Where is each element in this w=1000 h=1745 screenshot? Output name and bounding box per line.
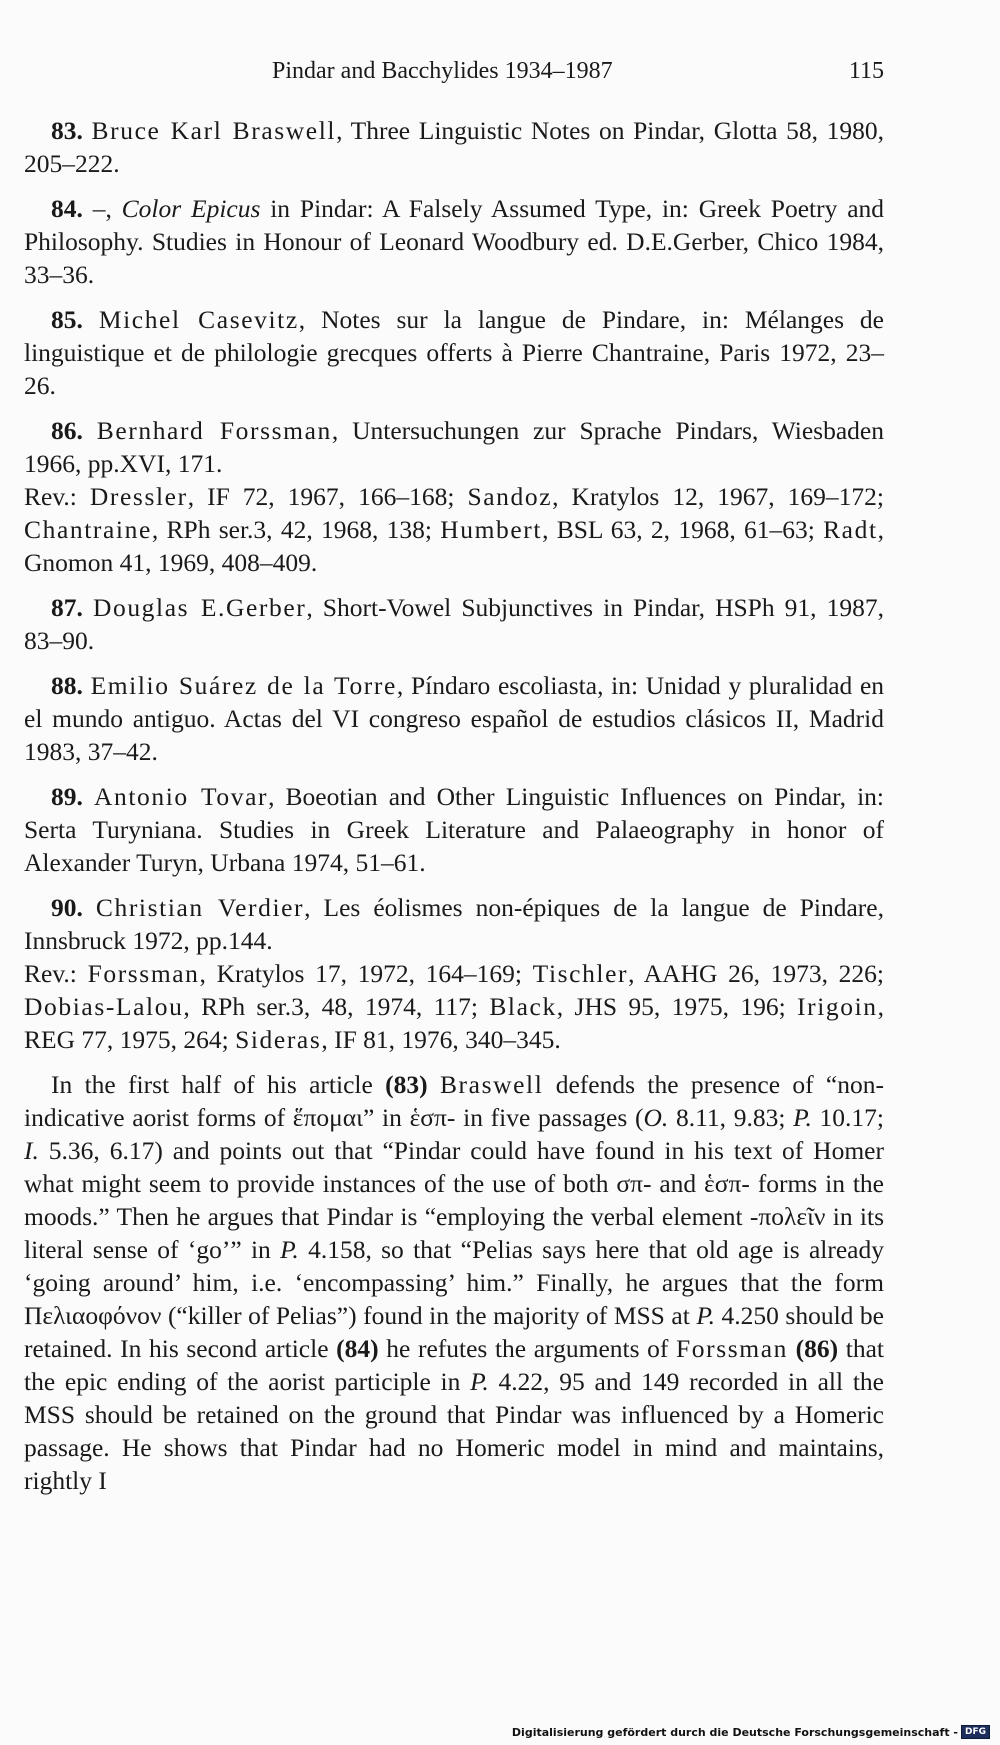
body-text: 8.11, 9.83; — [668, 1103, 794, 1132]
dfg-logo: DFG — [961, 1725, 990, 1739]
review-text: , Kratylos 12, 1967, 169–172; — [552, 482, 884, 511]
entry-italic-title: Color Epicus — [121, 194, 261, 223]
body-text: that the epic ending of the aorist participle in — [24, 1334, 884, 1396]
entry-number: 86. — [51, 416, 83, 445]
review-lead: Rev.: — [24, 959, 88, 988]
entry-author: Antonio Tovar — [93, 782, 269, 811]
italic-abbreviation: P. — [793, 1103, 812, 1132]
entry-author: Emilio Suárez de la Torre — [90, 671, 397, 700]
review-list-90 — [24, 957, 884, 1056]
entry-text: , Untersuchungen zur Sprache Pindars, Wiesbaden 1966, pp.XVI, 171. — [24, 416, 884, 478]
review-author: Humbert — [440, 515, 543, 544]
bibliography-entry-89 — [24, 780, 884, 879]
bibliography-entry-84 — [24, 192, 884, 291]
bibliography-entry-85 — [24, 303, 884, 402]
body-text: defends the presence of “non-indicative aorist forms of ἕπομαι” in ἑσπ- in five passages ( — [24, 1070, 884, 1132]
italic-abbreviation: I. — [24, 1136, 39, 1165]
page-header — [24, 58, 884, 94]
entry-text: , Three Linguistic Notes on Pindar, Glotta 58, 1980, 205–222. — [24, 116, 885, 178]
bibliography-entry-90 — [24, 891, 884, 957]
body-text: 4.158, so that “Pelias says here that old age is already ‘going around’ him, i.e. ‘encompassing’ him.” Finally, he argues that the form Πελιαοφόνον (“killer of Pelias”) found in the majority of MSS at — [24, 1235, 885, 1330]
author-name: Braswell — [439, 1070, 544, 1099]
entry-reference: (83) — [385, 1070, 428, 1099]
review-text: , JHS 95, 1975, 196; — [556, 992, 798, 1021]
review-text: , REG 77, 1975, 264; — [24, 992, 885, 1054]
entry-author: Bruce Karl Braswell — [91, 116, 337, 145]
entry-text: , Píndaro escoliasta, in: Unidad y pluralidad en el mundo antiguo. Actas del VI congreso español de estudios clásicos II, Madrid 1983, 37–42. — [24, 671, 885, 766]
body-text: 10.17; — [811, 1103, 884, 1132]
digitization-footer — [512, 1725, 990, 1739]
review-text: , Kratylos 17, 1972, 164–169; — [199, 959, 533, 988]
entry-reference: (84) — [336, 1334, 379, 1363]
italic-abbreviation: O. — [643, 1103, 669, 1132]
review-text: , Gnomon 41, 1969, 408–409. — [24, 515, 884, 577]
entry-number: 85. — [51, 305, 83, 334]
body-paragraph — [24, 1068, 884, 1497]
review-author: Forssman — [87, 959, 200, 988]
bibliography-entry-83 — [24, 114, 884, 180]
italic-abbreviation: P. — [280, 1235, 299, 1264]
bibliography-entry-88 — [24, 669, 884, 768]
entry-author: Douglas E.Gerber — [92, 593, 307, 622]
entry-number: 84. — [51, 194, 83, 223]
review-author: Sideras — [235, 1025, 322, 1054]
review-author: Irigoin — [797, 992, 878, 1021]
review-author: Black — [489, 992, 557, 1021]
review-author: Chantraine — [24, 515, 152, 544]
entry-author: Michel Casevitz — [98, 305, 299, 334]
review-text: , RPh ser.3, 48, 1974, 117; — [183, 992, 490, 1021]
entry-text: , Les éolismes non-épiques de la langue de Pindare, Innsbruck 1972, pp.144. — [24, 893, 884, 955]
review-text: , IF 72, 1967, 166–168; — [187, 482, 468, 511]
review-author: Radt — [823, 515, 878, 544]
body-text: 5.36, 6.17) and points out that “Pindar could have found in his text of Homer what might seem to provide instances of the use of both σπ- and ἑσπ- forms in the moods.” Then he argues that Pindar is “employing the verbal element -πολεῖν in its literal sense of ‘go’” in — [24, 1136, 884, 1264]
page-number: 115 — [848, 58, 884, 84]
body-text: 4.250 should be retained. In his second article — [24, 1301, 884, 1363]
entry-text: , Boeotian and Other Linguistic Influences on Pindar, in: Serta Turyniana. Studies in Greek Literature and Palaeography in honor of Alexander Turyn, Urbana 1974, 51–61. — [24, 782, 885, 877]
review-text: , RPh ser.3, 42, 1968, 138; — [151, 515, 441, 544]
footer-text: Digitalisierung gefördert durch die Deutsche Forschungsgemeinschaft - — [511, 1725, 958, 1739]
review-text: , BSL 63, 2, 1968, 61–63; — [542, 515, 824, 544]
entry-number: 90. — [51, 893, 83, 922]
italic-abbreviation: P. — [470, 1367, 489, 1396]
bibliography-entry-86 — [24, 414, 884, 480]
entry-text: in Pindar: A Falsely Assumed Type, in: Greek Poetry and Philosophy. Studies in Honour of Leonard Woodbury ed. D.E.Gerber, Chico 1984, 33–36. — [24, 194, 885, 289]
entry-number: 89. — [51, 782, 83, 811]
review-author: Tischler — [532, 959, 629, 988]
entry-number: 87. — [51, 593, 83, 622]
page-content — [24, 114, 884, 1497]
review-lead: Rev.: — [24, 482, 90, 511]
review-text: , IF 81, 1976, 340–345. — [321, 1025, 561, 1054]
body-text: 4.22, 95 and 149 recorded in all the MSS should be retained on the ground that Pindar was influenced by a Homeric passage. He shows that Pindar had no Homeric model in mind and maintains, rightly I — [24, 1367, 884, 1495]
author-name: Forssman — [676, 1334, 788, 1363]
review-author: Sandoz — [467, 482, 553, 511]
entry-text: , Short-Vowel Subjunctives in Pindar, HSPh 91, 1987, 83–90. — [24, 593, 884, 655]
entry-reference: (86) — [795, 1334, 839, 1363]
running-title: Pindar and Bacchylides 1934–1987 — [272, 58, 613, 84]
review-text: , AAHG 26, 1973, 226; — [628, 959, 885, 988]
body-text: he refutes the arguments of — [378, 1334, 677, 1363]
entry-author: Bernhard Forssman — [96, 416, 332, 445]
review-author: Dressler — [89, 482, 188, 511]
review-author: Dobias-Lalou — [24, 992, 184, 1021]
entry-author: Christian Verdier — [95, 893, 305, 922]
italic-abbreviation: P. — [696, 1301, 715, 1330]
body-text: In the first half of his article — [51, 1070, 386, 1099]
entry-number: 88. — [51, 671, 83, 700]
review-list-86 — [24, 480, 884, 579]
entry-prefix: –, — [82, 194, 122, 223]
entry-number: 83. — [51, 116, 83, 145]
bibliography-entry-87 — [24, 591, 884, 657]
entry-text: , Notes sur la langue de Pindare, in: Mélanges de linguistique et de philologie grecques offerts à Pierre Chantraine, Paris 1972, 23–26. — [24, 305, 884, 400]
